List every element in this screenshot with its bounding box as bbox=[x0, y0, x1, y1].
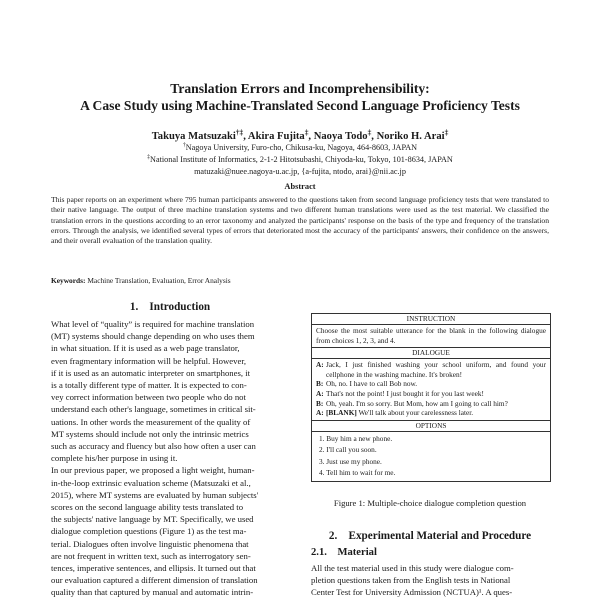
utterance: Oh, no. I have to call Bob now. bbox=[326, 379, 418, 389]
abstract-body: This paper reports on an experiment where 795 human participants answered to the questions taken from second language proficiency tests that were translated to their native language. The output of three machine translation systems and two different human translations were used as the test material. We classified the translation errors in the questions according to an error taxonomy and analyzed the participants' response on the basis of the type and frequency of the translation errors. Through the analysis, we identified several types of errors that deteriorated most the accuracy of the participants' answers, their confidence on the answers, and their overall evaluation of the translation quality. bbox=[51, 195, 549, 246]
affiliation-1: †Nagoya University, Furo-cho, Chikusa-ku, Nagoya, 464-8603, JAPAN bbox=[182, 142, 418, 152]
text-line: understand each other's language, sometimes in critical sit- bbox=[51, 404, 256, 415]
dialogue-heading: DIALOGUE bbox=[312, 347, 550, 359]
text-line: in-the-loop extrinsic evaluation scheme (Matsuzaki et al., bbox=[51, 477, 251, 488]
speaker-label: A: bbox=[316, 360, 324, 370]
author-name: Akira Fujita bbox=[247, 131, 305, 142]
instruction-text: Choose the most suitable utterance for the blank in the following dialogue from choices 1, 2, 3, and 4. bbox=[316, 326, 546, 345]
text-line: In our previous paper, we proposed a light weight, human- bbox=[51, 465, 255, 476]
text-line: What level of “quality” is required for machine translation bbox=[51, 319, 255, 329]
text-line: (MT) systems should change depending on who uses them bbox=[51, 331, 255, 342]
section-1-heading: 1. Introduction bbox=[129, 301, 211, 313]
subsection-2-1-heading: 2.1. Material bbox=[311, 547, 377, 558]
option-item: 2. I'll call you soon. bbox=[319, 445, 377, 455]
text-line: vey correct information between two people who do not bbox=[51, 392, 246, 403]
author-affiliation-mark: †‡ bbox=[235, 127, 244, 137]
text-line: pletion questions taken from the English tests in National bbox=[311, 575, 511, 586]
text-line: are not frequent in written text, such as interrogatory sen- bbox=[51, 550, 251, 561]
text-line: such as accuracy and fluency but also how often a user can bbox=[51, 441, 256, 452]
right-column-text bbox=[311, 562, 550, 599]
author-name: Takuya Matsuzaki bbox=[151, 131, 236, 142]
utterance: Jack, I just finished washing your school uniform, and found your cellphone in the washing machine. It's broken! bbox=[326, 360, 546, 379]
intro-paragraph-2 bbox=[51, 464, 290, 598]
keywords: Keywords: Machine Translation, Evaluation, Error Analysis bbox=[51, 276, 231, 285]
speaker-label: B: bbox=[316, 379, 324, 389]
text-line: All the test material used in this study were dialogue com- bbox=[311, 563, 514, 573]
author-affiliation-mark: ‡ bbox=[367, 127, 372, 137]
option-item: 1. Buy him a new phone. bbox=[319, 433, 393, 443]
text-line: dialogue completion questions (Figure 1) as the test ma- bbox=[51, 526, 247, 537]
author-affiliation-mark: ‡ bbox=[444, 127, 449, 137]
author-list: Takuya Matsuzaki†‡, Akira Fujita‡, Naoya Todo‡, Noriko H. Arai‡ bbox=[151, 127, 449, 142]
text-line: tences, imperative sentences, and ellipsis. It turned out that bbox=[51, 563, 256, 574]
paper-title-line-2: A Case Study using Machine-Translated Second Language Proficiency Tests bbox=[80, 98, 520, 113]
text-line: even fragmentary information will be helpful. However, bbox=[51, 355, 247, 366]
utterance: [BLANK] We'll talk about your carelessness later. bbox=[326, 408, 474, 418]
figure-1 bbox=[311, 313, 551, 482]
dialogue-line bbox=[316, 360, 546, 379]
figure-1-caption: Figure 1: Multiple-choice dialogue completion question bbox=[333, 498, 527, 508]
option-item: 4. Tell him to wait for me. bbox=[319, 468, 396, 478]
author-name: Noriko H. Arai bbox=[376, 131, 445, 142]
dialogue-line bbox=[316, 389, 546, 399]
options-block bbox=[312, 432, 550, 481]
instruction-heading: INSTRUCTION bbox=[312, 314, 550, 325]
text-line: 2015), where MT systems are evaluated by human subjects' bbox=[51, 489, 259, 500]
dialogue-block bbox=[312, 359, 550, 420]
text-line: uations. In other words the measurement of the quality of bbox=[51, 416, 251, 427]
affiliation-2: ‡National Institute of Informatics, 2-1-2 Hitotsubashi, Chiyoda-ku, Tokyo, 101-8634, JAPAN bbox=[147, 154, 453, 164]
text-line: MT systems should include not only the intrinsic metrics bbox=[51, 428, 249, 439]
utterance: Oh, yeah. I'm so sorry. But Mom, how am I going to call him? bbox=[326, 398, 508, 408]
text-line: terial. Dialogues often involve linguistic phenomena that bbox=[51, 538, 249, 549]
speaker-label: A: bbox=[316, 388, 324, 398]
text-line: is a totally different type of matter. It is expected to con- bbox=[51, 380, 247, 391]
speaker-label: A: bbox=[316, 408, 324, 418]
intro-paragraph-1 bbox=[51, 318, 290, 464]
dialogue-line bbox=[316, 379, 546, 389]
text-line: the subjects' native language by MT. Specifically, we used bbox=[51, 514, 254, 525]
text-line: our evaluation captured a different dimension of translation bbox=[51, 575, 258, 586]
options-heading: OPTIONS bbox=[312, 420, 550, 432]
author-emails: matuzaki@nuee.nagoya-u.ac.jp, {a-fujita, ntodo, arai}@nii.ac.jp bbox=[194, 167, 406, 176]
author-name: Naoya Todo bbox=[313, 131, 368, 142]
text-line: complete his/her purpose in using it. bbox=[51, 453, 178, 464]
author-affiliation-mark: ‡ bbox=[304, 127, 309, 137]
dialogue-line bbox=[316, 408, 546, 418]
text-line: Center Test for University Admission (NCTUA)¹. A ques- bbox=[311, 587, 513, 598]
section-2-heading: 2. Experimental Material and Procedure bbox=[328, 530, 532, 542]
paper-title-line-1: Translation Errors and Incomprehensibility: bbox=[170, 81, 430, 96]
left-column bbox=[51, 318, 290, 599]
text-line: if it is used as an automatic interpreter on smartphones, it bbox=[51, 367, 251, 378]
text-line: in what situation. If it is used as a web page translator, bbox=[51, 343, 240, 354]
speaker-label: B: bbox=[316, 398, 324, 408]
text-line: scores on the second language ability tests translated to bbox=[51, 502, 244, 513]
option-item: 3. Just use my phone. bbox=[319, 456, 382, 466]
dialogue-line bbox=[316, 399, 546, 409]
abstract-heading: Abstract bbox=[284, 182, 316, 191]
utterance: That's not the point! I just bought it for you last week! bbox=[326, 388, 484, 398]
blank-marker: [BLANK] bbox=[326, 408, 357, 418]
text-line: quality than that captured by manual and automatic intrin- bbox=[51, 587, 254, 598]
